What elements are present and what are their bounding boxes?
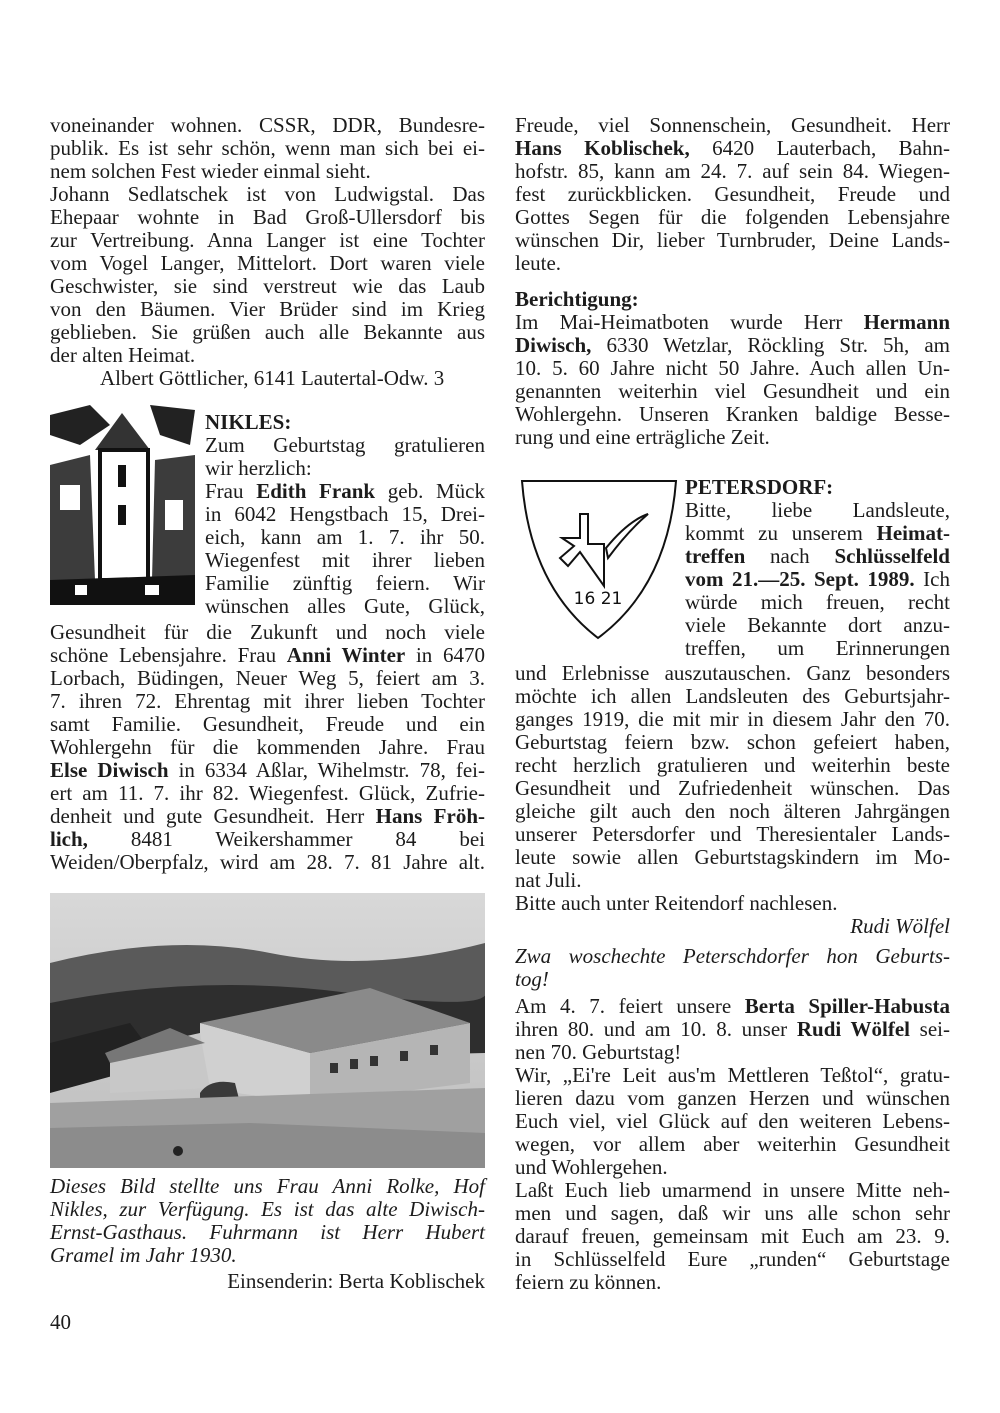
- text-run: Ehepaar wohnte in Bad Groß-Ullersdorf bis: [50, 205, 485, 229]
- text-run: der alten Heimat.: [50, 343, 196, 367]
- text-run: nem solchen Fest wieder einmal sieht.: [50, 159, 371, 183]
- text-line: [515, 968, 950, 991]
- text-line: [515, 137, 950, 160]
- text-run: Weiden/Oberpfalz, wird am 28. 7. 81 Jahre alt.: [50, 850, 485, 874]
- text-run: Dieses Bild stellte uns Frau Anni Rolke, Hof: [50, 1174, 485, 1198]
- text-run: Gesundheit und Zufriedenheit wünschen. Das: [515, 776, 950, 800]
- text-line: [515, 1018, 950, 1041]
- text-line: [205, 572, 485, 595]
- text-run: Ich: [914, 567, 950, 591]
- text-run: genannten weiterhin viel Gesundheit und ein: [515, 379, 950, 403]
- text-run: und Erlebnisse auszutauschen. Ganz besonders: [515, 661, 950, 685]
- text-run: Nikles, zur Verfügung. Es ist das alte Diwisch-: [50, 1197, 485, 1221]
- text-line: [50, 229, 485, 252]
- text-line: [685, 591, 950, 614]
- text-line: [50, 344, 485, 367]
- bold-name: Berichtigung:: [515, 287, 639, 311]
- text-run: und Wohlergehen.: [515, 1155, 668, 1179]
- text-run: 10. 5. 60 Jahre nicht 50 Jahre. Auch allen Un-: [515, 356, 950, 380]
- text-line: [50, 114, 485, 137]
- text-run: leute.: [515, 251, 562, 275]
- text-run: recht herzlich gratulieren und weiterhin beste: [515, 753, 950, 777]
- text-line: [515, 311, 950, 334]
- text-line: [515, 206, 950, 229]
- petersdorf-section: [685, 476, 950, 660]
- text-line: [515, 288, 950, 311]
- bold-name: Schlüsselfeld: [834, 544, 950, 568]
- article-continuation: [50, 114, 485, 390]
- text-run: Geschwister, sie sind verstreut wie das Laub: [50, 274, 485, 298]
- text-run: Gottes Segen für die folgenden Lebensjahre: [515, 205, 950, 229]
- text-line: [515, 685, 950, 708]
- text-line: [50, 183, 485, 206]
- text-line: [515, 800, 950, 823]
- text-line: [50, 690, 485, 713]
- text-run: in 6470: [405, 643, 486, 667]
- text-line: [50, 667, 485, 690]
- text-line: [50, 1175, 485, 1198]
- text-run: kommt zu unserem: [685, 521, 877, 545]
- text-run: Im Mai-Heimatboten wurde Herr: [515, 310, 864, 334]
- text-run: von den Bäumen. Vier Brüder sind im Krieg: [50, 297, 485, 321]
- text-run: 6420 Lauterbach, Bahn-: [689, 136, 950, 160]
- text-run: leute sowie allen Geburtstagskindern im Mo-: [515, 845, 950, 869]
- text-line: [50, 160, 485, 183]
- text-run: Ernst-Gasthaus. Fuhrmann ist Herr Hubert: [50, 1220, 485, 1244]
- text-run: ihren 80. und am 10. 8. unser: [515, 1017, 797, 1041]
- text-run: Gesundheit für die Zukunft und noch viele: [50, 620, 485, 644]
- text-line: [515, 995, 950, 1018]
- text-run: geblieben. Sie grüßen auch alle Bekannte aus: [50, 320, 485, 344]
- nikles-continuation: [50, 621, 485, 874]
- text-line: [515, 1179, 950, 1202]
- bold-name: Else Diwisch: [50, 758, 169, 782]
- text-run: men und sagen, daß wir uns alle schon sehr: [515, 1201, 950, 1225]
- text-line: [50, 137, 485, 160]
- text-run: Lorbach, Büdingen, Neuer Weg 5, feiert am 3.: [50, 666, 485, 690]
- bold-name: lich,: [50, 827, 88, 851]
- text-line: [515, 1156, 950, 1179]
- text-line: [205, 457, 485, 480]
- shield-year: 16 21: [573, 589, 623, 609]
- text-line: [515, 1110, 950, 1133]
- church-woodcut-image: [50, 405, 195, 605]
- text-line: [515, 1133, 950, 1156]
- text-line: [515, 869, 950, 892]
- text-line: [205, 503, 485, 526]
- bold-name: Hans Fröh-: [375, 804, 485, 828]
- text-run: gleiche gilt auch den noch älteren Jahrgängen: [515, 799, 950, 823]
- text-line: [685, 545, 950, 568]
- text-run: Einsenderin: Berta Koblischek: [227, 1269, 485, 1293]
- text-run: wünschen Dir, lieber Turnbruder, Deine Lands-: [515, 228, 950, 252]
- text-run: in Schlüsselfeld Eure „runden“ Geburtstage: [515, 1247, 950, 1271]
- text-run: in 6042 Hengstbach 15, Drei-: [205, 502, 485, 526]
- text-line: [205, 480, 485, 503]
- text-run: denheit und gute Gesundheit. Herr: [50, 804, 376, 828]
- text-line: [50, 1244, 485, 1267]
- text-run: hofstr. 85, kann am 24. 7. auf sein 84. Wiegen-: [515, 159, 950, 183]
- text-line: [515, 892, 950, 915]
- text-line: [50, 621, 485, 644]
- text-run: Freude, viel Sonnenschein, Gesundheit. Herr: [515, 113, 950, 137]
- text-run: 7. ihren 72. Ehrentag mit ihrer lieben Tochter: [50, 689, 485, 713]
- page-number: 40: [50, 1310, 71, 1334]
- bold-name: Hans Koblischek,: [515, 136, 690, 160]
- text-run: ert am 11. 7. ihr 82. Wiegenfest. Glück, Zufrie-: [50, 781, 485, 805]
- birthday-greeting: [515, 995, 950, 1294]
- text-line: [515, 846, 950, 869]
- text-run: Geburtstag feiern bzw. schon gefeiert haben,: [515, 730, 950, 754]
- text-line: [515, 823, 950, 846]
- text-line: [515, 426, 950, 449]
- text-line: [685, 499, 950, 522]
- bold-name: vom 21.—25. Sept. 1989.: [685, 567, 915, 591]
- text-run: geb. Mück: [375, 479, 486, 503]
- text-line: [685, 568, 950, 591]
- text-run: Am 4. 7. feiert unsere: [515, 994, 745, 1018]
- text-line: [50, 828, 485, 851]
- text-run: Bitte auch unter Reitendorf nachlesen.: [515, 891, 838, 915]
- text-line: [515, 1225, 950, 1248]
- text-run: Albert Göttlicher, 6141 Lautertal-Odw. 3: [100, 366, 445, 390]
- bold-name: Anni Winter: [286, 643, 406, 667]
- text-run: zur Vertreibung. Anna Langer ist eine Tochter: [50, 228, 485, 252]
- text-run: sei-: [910, 1017, 951, 1041]
- text-line: [50, 736, 485, 759]
- bold-name: Rudi Wölfel: [796, 1017, 910, 1041]
- photo-sender: [50, 1270, 485, 1293]
- text-run: Euch viel, viel Glück auf den weiteren Lebens-: [515, 1109, 950, 1133]
- text-line: [515, 160, 950, 183]
- text-line: [515, 229, 950, 252]
- text-line: [50, 782, 485, 805]
- text-line: [515, 1202, 950, 1225]
- correction-section: [515, 288, 950, 449]
- text-run: ganges 1919, die mit mir in diesem Jahr den 70.: [515, 707, 950, 731]
- nikles-section: [205, 411, 485, 618]
- text-run: Wohlergehn. Unseren Kranken baldige Besse-: [515, 402, 950, 426]
- text-run: feiern zu können.: [515, 1270, 662, 1294]
- text-line: [50, 298, 485, 321]
- text-run: 6330 Wetzlar, Röckling Str. 5h, am: [591, 333, 950, 357]
- text-line: [50, 1198, 485, 1221]
- text-run: wir herzlich:: [205, 456, 312, 480]
- text-run: Bitte, liebe Landsleute,: [685, 498, 950, 522]
- text-line: [50, 851, 485, 874]
- bold-name: Edith Frank: [256, 479, 376, 503]
- text-run: voneinander wohnen. CSSR, DDR, Bundesre-: [50, 113, 485, 137]
- italic-text: tog!: [515, 967, 549, 991]
- text-line: [515, 380, 950, 403]
- bold-name: treffen: [685, 544, 746, 568]
- bold-name: PETERSDORF:: [685, 475, 834, 499]
- text-run: publik. Es ist sehr schön, wenn man sich bei ei-: [50, 136, 485, 160]
- text-line: [50, 713, 485, 736]
- text-run: nen 70. Geburtstag!: [515, 1040, 682, 1064]
- text-run: lieren dazu vom ganzen Herzen und wünschen: [515, 1086, 950, 1110]
- bold-name: Heimat-: [876, 521, 950, 545]
- text-line: [515, 114, 950, 137]
- text-line: [515, 1041, 950, 1064]
- italic-text: Rudi Wölfel: [850, 914, 950, 938]
- text-line: [50, 759, 485, 782]
- text-line: [50, 367, 485, 390]
- text-line: [515, 183, 950, 206]
- text-run: Zum Geburtstag gratulieren: [205, 433, 485, 457]
- text-line: [50, 275, 485, 298]
- text-line: [515, 1087, 950, 1110]
- text-line: [515, 252, 950, 275]
- photo-caption: [50, 1175, 485, 1267]
- text-run: eich, kann am 1. 7. ihr 50.: [205, 525, 485, 549]
- text-line: [515, 403, 950, 426]
- text-line: [205, 411, 485, 434]
- text-run: nat Juli.: [515, 868, 582, 892]
- text-line: [50, 206, 485, 229]
- text-run: viele Bekannte dort anzu-: [685, 613, 950, 637]
- italic-text: Zwa woschechte Peterschdorfer hon Geburts-: [515, 944, 950, 968]
- text-run: Familie zünftig feiern. Wir: [205, 571, 485, 595]
- text-line: [205, 434, 485, 457]
- text-run: vom Vogel Langer, Mittelort. Dort waren viele: [50, 251, 485, 275]
- text-line: [205, 595, 485, 618]
- text-line: [515, 1248, 950, 1271]
- text-line: [515, 708, 950, 731]
- bold-name: Berta Spiller-Habusta: [744, 994, 950, 1018]
- text-line: [50, 1221, 485, 1244]
- text-line: [50, 252, 485, 275]
- text-run: Laßt Euch lieb umarmend in unsere Mitte neh-: [515, 1178, 950, 1202]
- text-run: Wir, „Ei're Leit aus'm Mettleren Teßtol“, gratu-: [515, 1063, 950, 1087]
- text-line: [50, 805, 485, 828]
- text-line: [685, 476, 950, 499]
- dialect-heading: [515, 945, 950, 991]
- text-run: wünschen alles Gute, Glück,: [205, 594, 485, 618]
- text-line: [515, 945, 950, 968]
- petersdorf-coat-of-arms: [518, 476, 678, 644]
- text-line: [515, 731, 950, 754]
- text-run: Wohlergehn für die kommenden Jahre. Frau: [50, 735, 485, 759]
- text-line: [205, 549, 485, 572]
- text-line: [515, 357, 950, 380]
- bold-name: NIKLES:: [205, 410, 292, 434]
- text-line: [50, 321, 485, 344]
- text-line: [50, 644, 485, 667]
- farmhouse-photo: [50, 893, 485, 1168]
- text-line: [515, 777, 950, 800]
- text-line: [685, 614, 950, 637]
- text-line: [515, 915, 950, 938]
- text-run: Frau: [205, 479, 257, 503]
- text-line: [515, 1271, 950, 1294]
- text-line: [515, 1064, 950, 1087]
- text-run: nach: [745, 544, 835, 568]
- text-run: wegen, vor allem aber weiterhin Gesundheit: [515, 1132, 950, 1156]
- bold-name: Hermann: [863, 310, 950, 334]
- text-run: Gramel im Jahr 1930.: [50, 1243, 237, 1267]
- petersdorf-continuation: [515, 662, 950, 938]
- text-run: samt Familie. Gesundheit, Freude und ein: [50, 712, 485, 736]
- text-line: [205, 526, 485, 549]
- text-run: in 6334 Aßlar, Wihelmstr. 78, fei-: [168, 758, 486, 782]
- text-run: darauf freuen, gemeinsam mit Euch am 23. 9.: [515, 1224, 950, 1248]
- text-run: 8481 Weikershammer 84 bei: [87, 827, 485, 851]
- text-line: [685, 522, 950, 545]
- text-run: rung und eine erträgliche Zeit.: [515, 425, 770, 449]
- text-line: [515, 754, 950, 777]
- text-run: Wiegenfest mit ihrer lieben: [205, 548, 485, 572]
- text-run: treffen, um Erinnerungen: [685, 636, 950, 660]
- text-line: [515, 662, 950, 685]
- text-run: Johann Sedlatschek ist von Ludwigstal. Das: [50, 182, 485, 206]
- text-run: möchte ich allen Landsleuten des Geburtsjahr-: [515, 684, 950, 708]
- text-run: unserer Petersdorfer und Theresientaler Lands-: [515, 822, 950, 846]
- text-line: [515, 334, 950, 357]
- text-line: [685, 637, 950, 660]
- text-line: [50, 1270, 485, 1293]
- text-run: schöne Lebensjahre. Frau: [50, 643, 287, 667]
- bold-name: Diwisch,: [515, 333, 592, 357]
- birthday-koblischek: [515, 114, 950, 275]
- text-run: fest zurückblicken. Gesundheit, Freude und: [515, 182, 950, 206]
- text-run: würde mich freuen, recht: [685, 590, 950, 614]
